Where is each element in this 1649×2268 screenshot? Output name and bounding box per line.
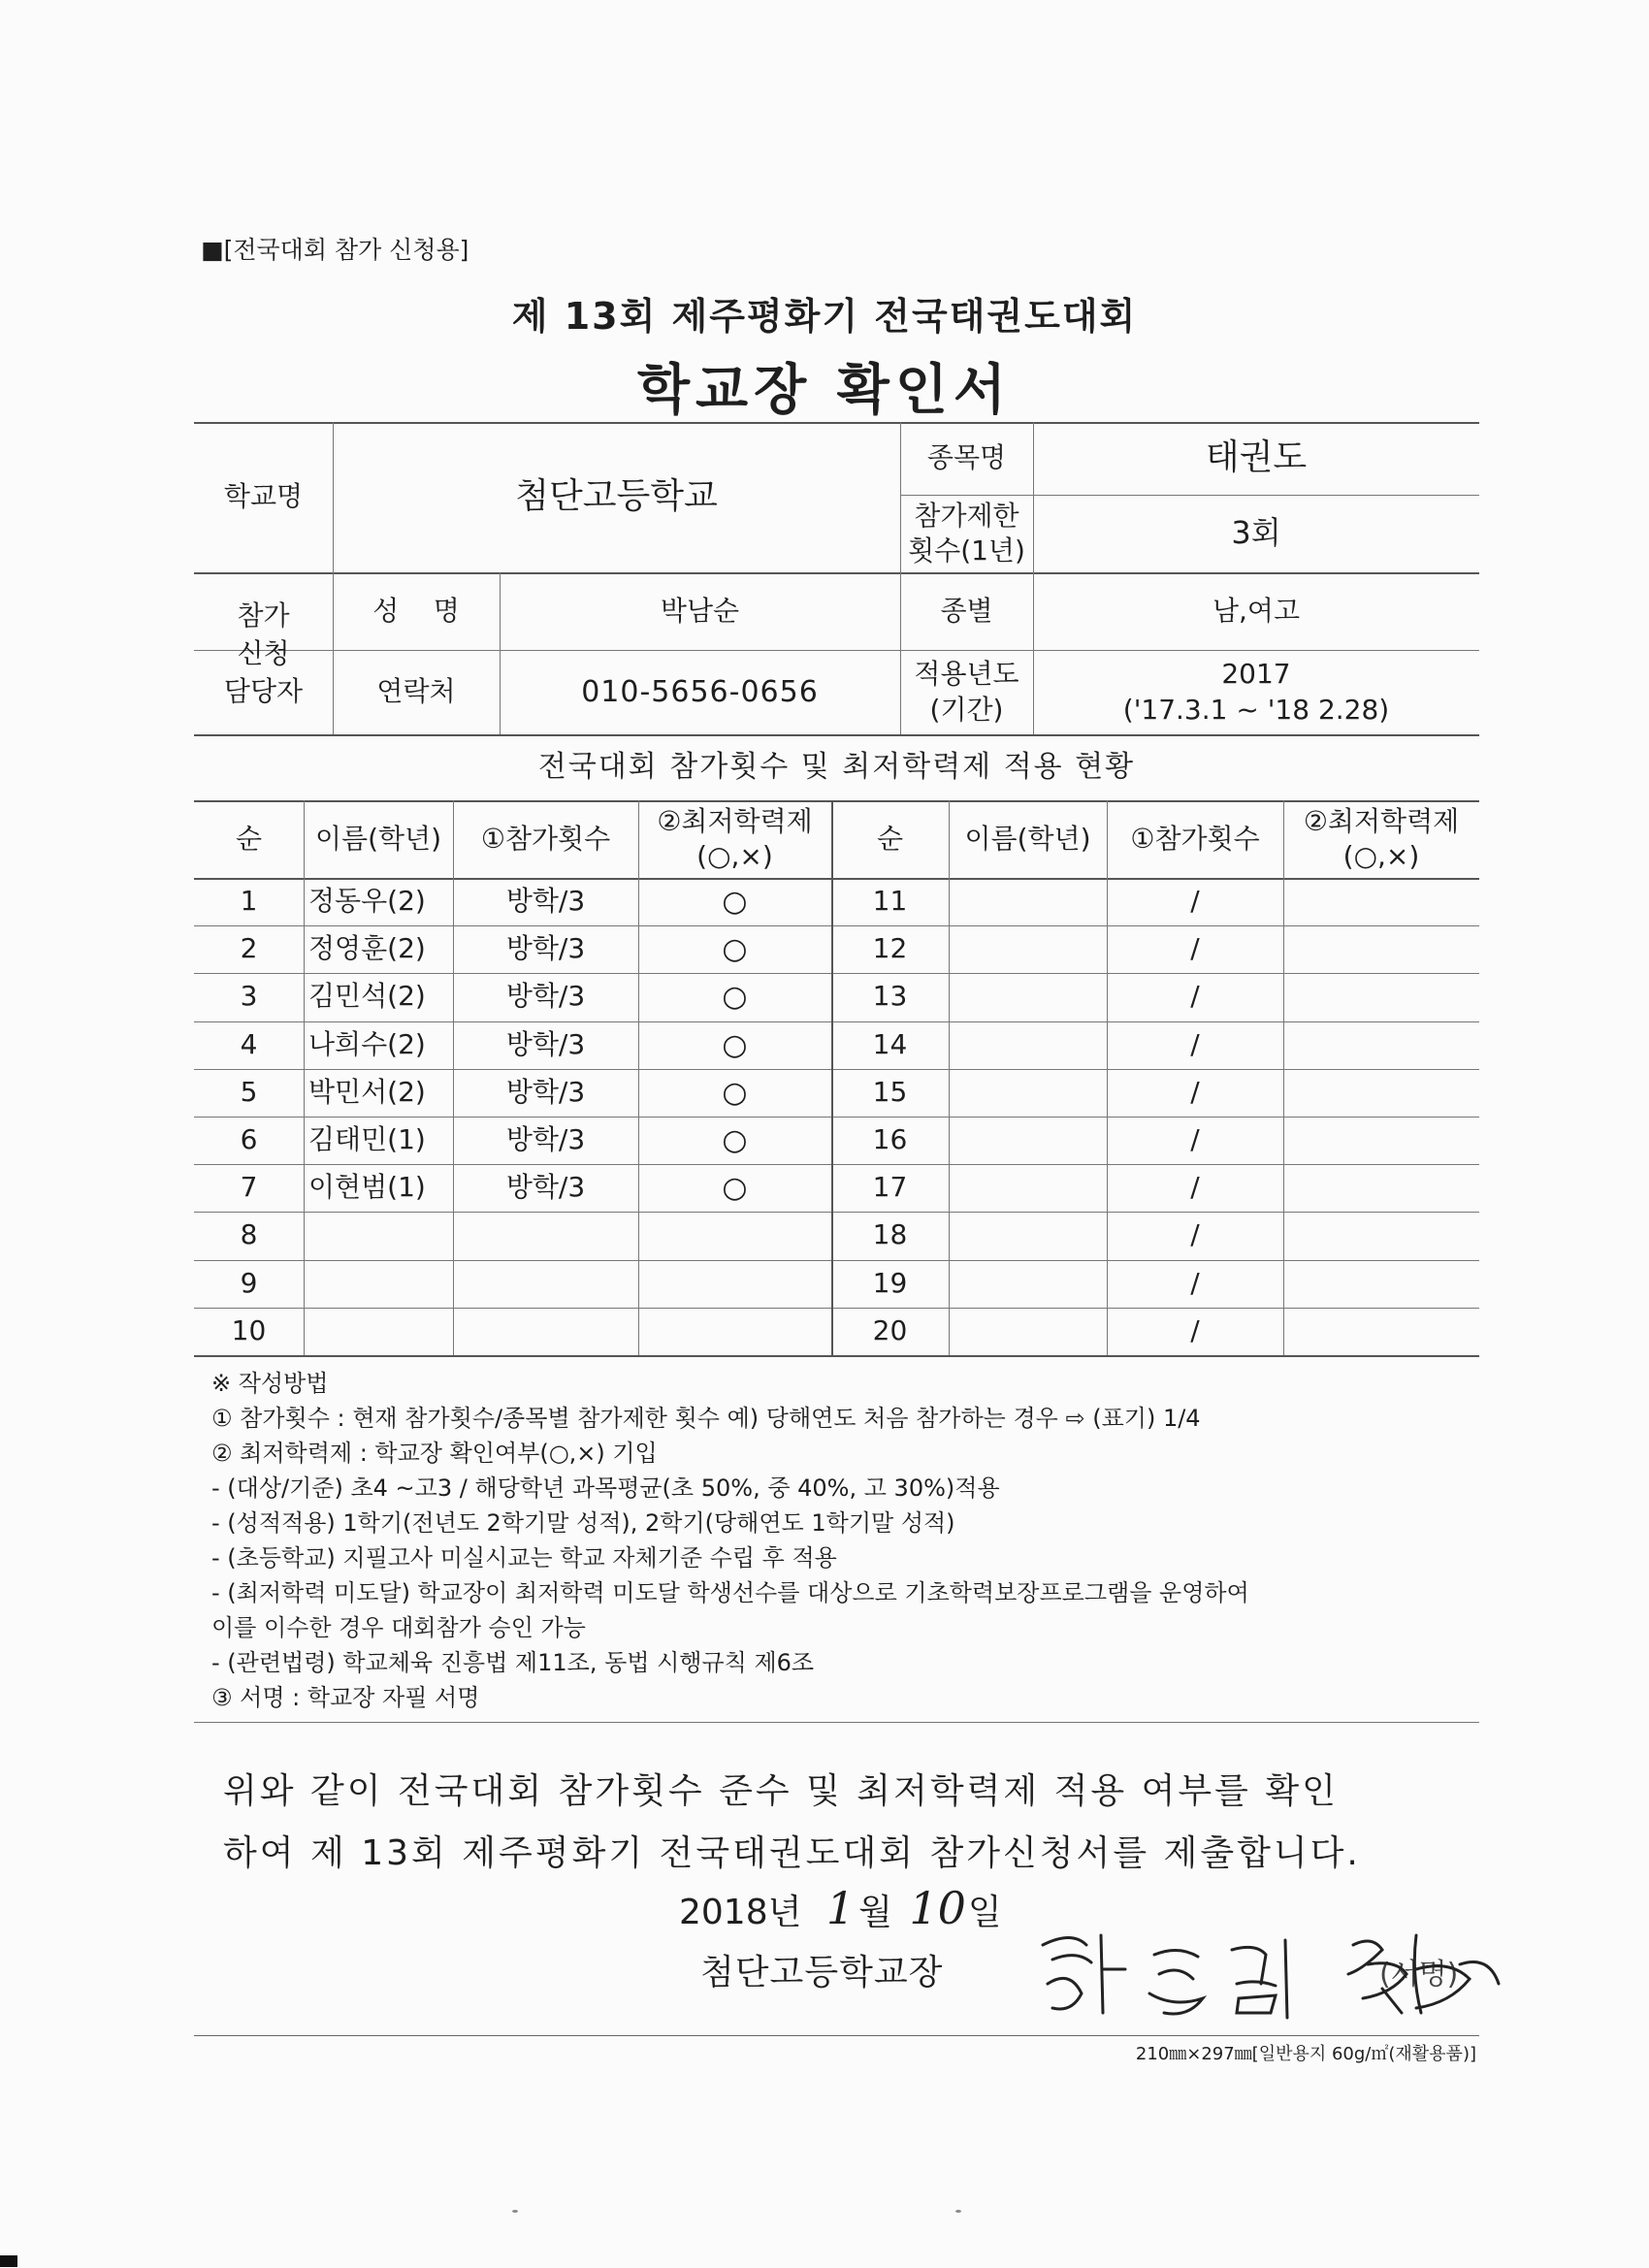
academic-minimum-check <box>638 1308 831 1355</box>
status-table-title: 전국대회 참가횟수 및 최저학력제 적용 현황 <box>537 749 1136 784</box>
academic-minimum-check <box>1283 878 1479 925</box>
row-number: 7 <box>240 1171 258 1204</box>
academic-minimum-check: ○ <box>722 885 748 919</box>
athlete-name <box>304 1260 453 1308</box>
participation-count <box>453 1308 638 1355</box>
instructions <box>211 1366 1492 1715</box>
submission-date <box>679 1882 1002 1934</box>
participation-count: / <box>1190 1314 1200 1347</box>
school-name-label: 학교명 <box>223 480 304 513</box>
academic-minimum-check <box>1283 1308 1479 1355</box>
row-number: 12 <box>872 932 908 965</box>
athlete-name <box>304 1212 453 1259</box>
participation-count: / <box>1190 885 1200 918</box>
manager-name-value: 박남순 <box>660 594 740 627</box>
contact-label: 연락처 <box>376 675 456 708</box>
participation-count: 방학/3 <box>505 980 586 1013</box>
participation-count: 방학/3 <box>505 1171 586 1204</box>
academic-minimum-check <box>1283 1164 1479 1212</box>
participation-count: 방학/3 <box>505 1123 586 1156</box>
athlete-name <box>949 973 1107 1021</box>
instruction-line: - (대상/기준) 초4 ~고3 / 해당학년 과목평균(초 50%, 중 40%, 고 30%)적용 <box>211 1474 1000 1502</box>
date-day-label: 일 <box>967 1893 1002 1932</box>
academic-minimum-check: ○ <box>722 980 748 1014</box>
statement-line-1: 위와 같이 전국대회 참가횟수 준수 및 최저학력제 적용 여부를 확인 <box>223 1771 1339 1811</box>
participation-count: 방학/3 <box>505 885 586 918</box>
academic-minimum-check: ○ <box>722 1076 748 1110</box>
participation-count: 방학/3 <box>505 1028 586 1061</box>
participation-limit-value: 3회 <box>1231 514 1281 552</box>
academic-minimum-check <box>1283 1069 1479 1117</box>
row-number: 9 <box>240 1267 258 1300</box>
participation-count: / <box>1190 980 1200 1013</box>
scan-speck <box>955 2210 961 2213</box>
row-number: 18 <box>872 1218 908 1251</box>
participation-count: / <box>1190 932 1200 965</box>
date-month-handwritten: 1 <box>825 1882 856 1934</box>
date-day-handwritten: 10 <box>909 1882 966 1934</box>
manager-label: 참가 신청 담당자 <box>223 599 304 708</box>
document-title: 학교장 확인서 <box>636 359 1013 422</box>
row-number: 13 <box>872 980 908 1013</box>
athlete-name <box>949 925 1107 973</box>
school-name-value: 첨단고등학교 <box>515 476 718 517</box>
participation-count <box>453 1260 638 1308</box>
date-year: 2018년 <box>679 1893 802 1932</box>
instruction-line: ③ 서명 : 학교장 자필 서명 <box>211 1684 480 1711</box>
participation-count: / <box>1190 1028 1200 1061</box>
scan-edge-mark <box>0 2255 17 2267</box>
sign-label: (서명) <box>1379 1958 1459 1992</box>
header-academic-minimum: ②최저학력제 (○,×) <box>1303 804 1460 872</box>
row-number: 20 <box>872 1314 908 1347</box>
year-value: 2017 ('17.3.1 ~ '18 2.28) <box>1122 658 1390 726</box>
header-number: 순 <box>876 822 904 855</box>
year-label: 적용년도 (기간) <box>914 658 1019 726</box>
row-number: 1 <box>240 885 258 918</box>
athlete-name <box>949 1212 1107 1259</box>
participation-count: / <box>1190 1123 1200 1156</box>
instruction-line: 이를 이수한 경우 대회참가 승인 가능 <box>211 1614 586 1641</box>
header-academic-minimum: ②최저학력제 (○,×) <box>657 804 813 872</box>
category-label: 종별 <box>940 594 993 627</box>
event-title: 제 13회 제주평화기 전국태권도대회 <box>511 295 1138 338</box>
category-value: 남,여고 <box>1212 594 1301 627</box>
athlete-name <box>949 878 1107 925</box>
row-number: 11 <box>872 885 908 918</box>
participation-count: / <box>1190 1267 1200 1300</box>
row-number: 8 <box>240 1218 258 1251</box>
row-number: 19 <box>872 1267 908 1300</box>
row-number: 2 <box>240 932 258 965</box>
header-number: 순 <box>235 822 263 855</box>
instruction-line: - (관련법령) 학교체육 진흥법 제11조, 동법 시행규칙 제6조 <box>211 1649 815 1676</box>
header-participation-count: ①참가횟수 <box>1130 822 1260 855</box>
row-number: 4 <box>240 1028 258 1061</box>
participation-count: 방학/3 <box>505 932 586 965</box>
row-number: 6 <box>240 1123 258 1156</box>
athlete-name <box>949 1308 1107 1355</box>
academic-minimum-check: ○ <box>722 932 748 966</box>
row-number: 15 <box>872 1076 908 1109</box>
instruction-line: - (성적적용) 1학기(전년도 2학기말 성적), 2학기(당해연도 1학기말 성적) <box>211 1509 955 1537</box>
event-value: 태권도 <box>1205 437 1308 478</box>
contact-value: 010-5656-0656 <box>581 675 819 709</box>
instruction-line: ※ 작성방법 <box>211 1370 329 1397</box>
header-name: 이름(학년) <box>314 822 442 855</box>
participation-count: / <box>1190 1076 1200 1109</box>
academic-minimum-check <box>638 1212 831 1259</box>
academic-minimum-check <box>1283 1117 1479 1164</box>
athlete-name: 정동우(2) <box>308 885 426 918</box>
athlete-name <box>949 1117 1107 1164</box>
header-participation-count: ①참가횟수 <box>480 822 611 855</box>
row-number: 16 <box>872 1123 908 1156</box>
academic-minimum-check <box>1283 973 1479 1021</box>
athlete-name: 나희수(2) <box>308 1028 426 1061</box>
row-number: 3 <box>240 980 258 1013</box>
event-label: 종목명 <box>926 441 1007 474</box>
principal-signature <box>1033 1916 1508 2023</box>
instruction-line: ② 최저학력제 : 학교장 확인여부(○,×) 기입 <box>211 1440 658 1467</box>
statement-line-2: 하여 제 13회 제주평화기 전국태권도대회 참가신청서를 제출합니다. <box>223 1833 1361 1873</box>
participation-count: / <box>1190 1171 1200 1204</box>
scan-speck <box>512 2210 518 2213</box>
participation-count: 방학/3 <box>505 1076 586 1109</box>
instruction-line: ① 참가횟수 : 현재 참가횟수/종목별 참가제한 횟수 예) 당해연도 처음 참가하는 경우 ⇨ (표기) 1/4 <box>211 1405 1201 1432</box>
participation-count: / <box>1190 1218 1200 1251</box>
academic-minimum-check <box>1283 1021 1479 1069</box>
athlete-name <box>949 1021 1107 1069</box>
academic-minimum-check <box>638 1260 831 1308</box>
athlete-name <box>304 1308 453 1355</box>
athlete-name <box>949 1260 1107 1308</box>
row-number: 17 <box>872 1171 908 1204</box>
athlete-name <box>949 1164 1107 1212</box>
paper-spec: 210㎜×297㎜[일반용지 60g/㎡(재활용품)] <box>1135 2044 1476 2064</box>
participation-count <box>453 1212 638 1259</box>
academic-minimum-check <box>1283 1260 1479 1308</box>
athlete-name: 박민서(2) <box>308 1076 426 1109</box>
principal-title: 첨단고등학교장 <box>700 1953 944 1993</box>
athlete-name: 김민석(2) <box>308 980 426 1013</box>
athlete-name: 정영훈(2) <box>308 932 426 965</box>
academic-minimum-check <box>1283 925 1479 973</box>
participation-limit-label: 참가제한 횟수(1년) <box>908 499 1025 567</box>
instruction-line: - (최저학력 미도달) 학교장이 최저학력 미도달 학생선수를 대상으로 기초학력보장프로그램을 운영하여 <box>211 1579 1249 1606</box>
header-name: 이름(학년) <box>964 822 1091 855</box>
instruction-line: - (초등학교) 지필고사 미실시교는 학교 자체기준 수립 후 적용 <box>211 1544 837 1571</box>
athlete-name <box>949 1069 1107 1117</box>
academic-minimum-check <box>1283 1212 1479 1259</box>
academic-minimum-check: ○ <box>722 1028 748 1062</box>
academic-minimum-check: ○ <box>722 1123 748 1157</box>
row-number: 10 <box>231 1314 267 1347</box>
academic-minimum-check: ○ <box>722 1171 748 1205</box>
date-month-label: 월 <box>858 1893 892 1932</box>
row-number: 14 <box>872 1028 908 1061</box>
form-type-tag: ■[전국대회 참가 신청용] <box>201 236 469 264</box>
athlete-name: 이현범(1) <box>308 1171 426 1204</box>
row-number: 5 <box>240 1076 258 1109</box>
athlete-name: 김태민(1) <box>308 1123 426 1156</box>
manager-name-label: 성 명 <box>372 594 460 627</box>
